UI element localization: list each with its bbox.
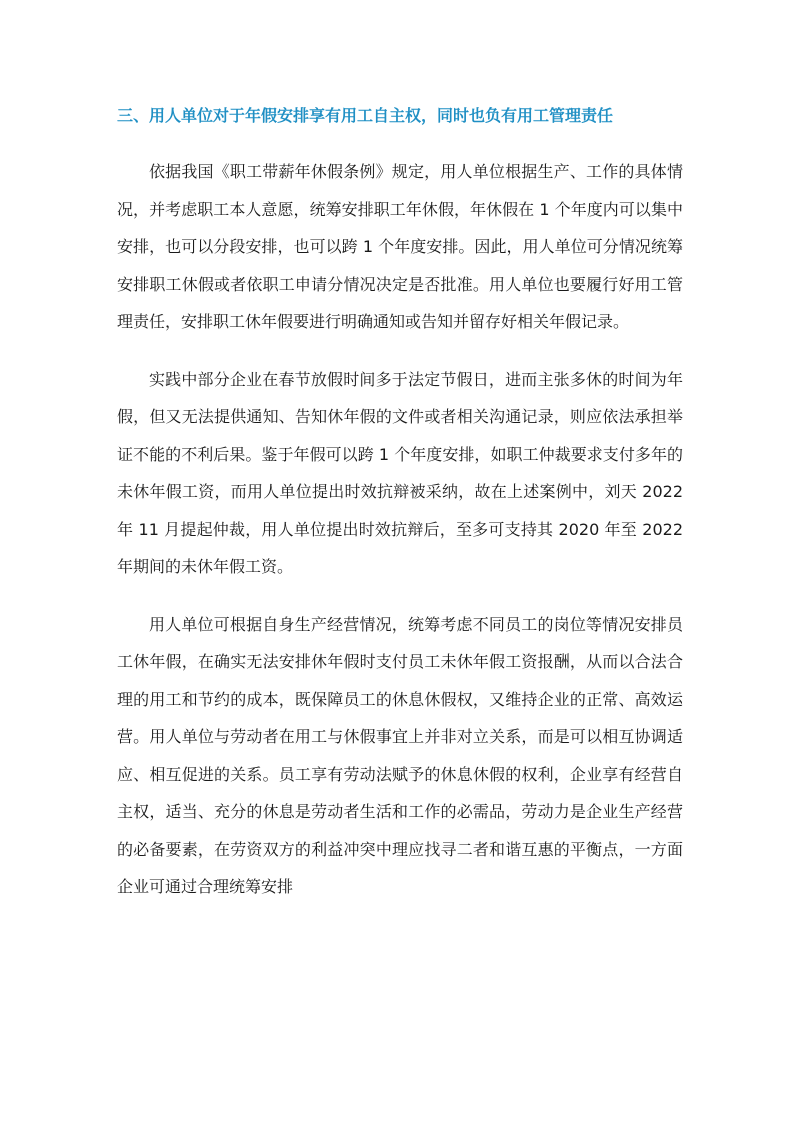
paragraph: 依据我国《职工带薪年休假条例》规定，用人单位根据生产、工作的具体情况，并考虑职工本人意愿，统筹安排职工年休假，年休假在 1 个年度内可以集中安排，也可以分段安排，也可以跨 1 个年度安排。因此，用人单位可分情况统筹安排职工休假或者依职工申请分情况决定是否批准。用人单位也要履行好用工管理责任，安排职工休年假要进行明确通知或告知并留存好相关年假记录。 bbox=[117, 162, 683, 331]
paragraph: 实践中部分企业在春节放假时间多于法定节假日，进而主张多休的时间为年假，但又无法提供通知、告知休年假的文件或者相关沟通记录，则应依法承担举证不能的不利后果。鉴于年假可以跨 1 个年度安排，如职工仲裁要求支付多年的未休年假工资，而用人单位提出时效抗辩被采纳，故在上述案例中，刘天 2022 年 11 月提起仲裁，用人单位提出时效抗辩后，至多可支持其 2020 年至 2022 年期间的未休年假工资。 bbox=[117, 369, 683, 576]
section-heading: 三、用人单位对于年假安排享有用工自主权，同时也负有用工管理责任 bbox=[117, 106, 614, 125]
paragraph: 用人单位可根据自身生产经营情况，统筹考虑不同员工的岗位等情况安排员工休年假，在确实无法安排休年假时支付员工未休年假工资报酬，从而以合法合理的用工和节约的成本，既保障员工的休息休假权，又维持企业的正常、高效运营。用人单位与劳动者在用工与休假事宜上并非对立关系，而是可以相互协调适应、相互促进的关系。员工享有劳动法赋予的休息休假的权利，企业享有经营自主权，适当、充分的休息是劳动者生活和工作的必需品，劳动力是企业生产经营的必备要素，在劳资双方的利益冲突中理应找寻二者和谐互惠的平衡点，一方面企业可通过合理统筹安排 bbox=[117, 614, 683, 896]
